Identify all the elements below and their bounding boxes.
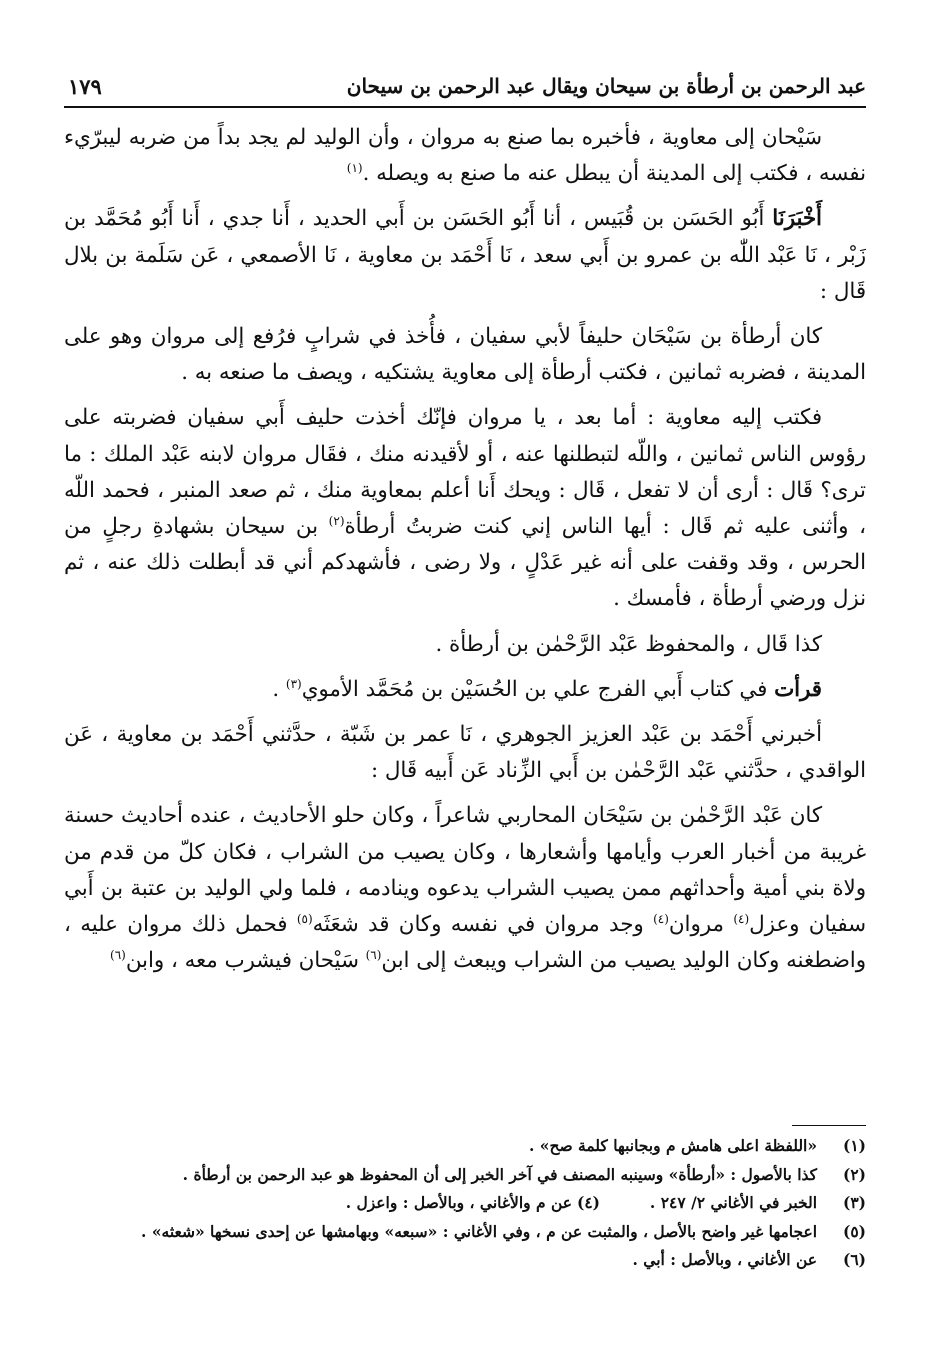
paragraph-text-cont: بن سيحان بشهادةِ رجلٍ من الحرس ، وقد وقفت على أنه غير عَدْلٍ ، ولا رضى ، فأشهدكم أني قد أبطلت ذلك عنه ، ثم نزل ورضي أرطأة ، فأمسك . xyxy=(64,514,866,612)
paragraph-3 xyxy=(64,319,866,391)
footnote-ref[interactable]: (٢) xyxy=(328,513,345,528)
paragraph-lead: أَخْبَرَنَا xyxy=(772,206,822,232)
paragraph-text-cont: مروان xyxy=(668,912,734,938)
paragraph-text: في كتاب أَبي الفرج علي بن الحُسَيْن بن مُحَمَّد الأموي xyxy=(301,676,768,702)
paragraph-text: أَبُو الحَسَن بن قُبَيس ، أنا أَبُو الحَسَن بن أَبي الحديد ، أَنا جدي ، أَنا أَبُو مُحَمَّد بن زَبْر ، نَا عَبْد اللّٰه بن عمرو بن أَبي سعد ، نَا أَحْمَد بن معاوية ، نَا الأصمعي ، عَن سَلَمة بن بلال قَال : xyxy=(64,206,866,304)
paragraph-2 xyxy=(64,201,866,310)
footnote-5 xyxy=(64,1218,866,1247)
footnote-ref[interactable]: (٣) xyxy=(285,676,302,691)
paragraph-text-cont: فحمل ذلك مروان عليه ، واضطغنه وكان الوليد يصيب من الشراب ويبعث إلى ابن xyxy=(64,912,866,974)
paragraph-text: كان أرطأة بن سَيْحَان حليفاً لأبي سفيان ، فأُخذ في شرابٍ فرُفع إلى مروان وهو على المدينة ، فضربه ثمانين ، فكتب أرطأة إلى معاوية يشتكيه ، ويصف ما صنعه به . xyxy=(64,324,866,386)
paragraph-text: سَيْحان إلى معاوية ، فأخبره بما صنع به مروان ، وأن الوليد لم يجد بداً من ضربه ليبرّيء نفسه ، فكتب إلى المدينة أن يبطل عنه ما صنع به ويصله . xyxy=(64,125,866,187)
page-header xyxy=(64,60,866,108)
paragraph-text-cont: سَيْحان فيشرب معه ، وابن xyxy=(125,948,366,974)
footnote-ref[interactable]: (٦) xyxy=(365,948,382,963)
body-text xyxy=(64,120,866,979)
footnote-3 xyxy=(64,1189,866,1218)
footnote-text: كذا بالأصول : «أرطأة» وسينبه المصنف في آخر الخبر إلى أن المحفوظ هو عبد الرحمن بن أرطأة . xyxy=(182,1164,818,1184)
page-number: ١٧٩ xyxy=(68,74,102,99)
paragraph-7 xyxy=(64,717,866,789)
paragraph-text: كذا قَال ، والمحفوظ عَبْد الرَّحْمٰن بن أرطأة . xyxy=(435,631,822,657)
footnote-ref[interactable]: (٤) xyxy=(653,911,669,926)
footnote-number: (٦) xyxy=(842,1250,866,1269)
footnote-ref[interactable]: (١) xyxy=(346,161,363,176)
footnote-ref[interactable]: (٦) xyxy=(110,948,126,963)
footnote-divider xyxy=(792,1125,866,1126)
footnote-number: (٥) xyxy=(842,1221,866,1241)
paragraph-1 xyxy=(64,120,866,192)
footnote-number: (٣) xyxy=(842,1193,866,1212)
document-page xyxy=(64,60,866,988)
footnote-text: الخبر في الأغاني ٢/ ٢٤٧ . xyxy=(649,1193,818,1212)
paragraph-lead: قرأت xyxy=(774,676,822,702)
paragraph-4 xyxy=(64,400,866,617)
footnote-text: عن م والأغاني ، وبالأصل : واعزل . xyxy=(345,1193,573,1212)
footnotes xyxy=(64,1125,866,1275)
footnote-number: (٤) xyxy=(577,1193,601,1212)
paragraph-8 xyxy=(64,798,866,979)
paragraph-text-cont: . xyxy=(272,676,286,702)
footnote-1 xyxy=(64,1132,866,1161)
footnote-number: (١) xyxy=(842,1136,866,1155)
footnote-ref[interactable]: (٤) xyxy=(733,911,750,926)
footnote-number: (٢) xyxy=(842,1164,866,1184)
footnote-text: «اللفظة اعلى هامش م وبجانبها كلمة صح» . xyxy=(528,1136,818,1155)
paragraph-text: كان عَبْد الرَّحْمٰن بن سَيْحَان المحاربي شاعراً ، وكان حلو الأحاديث ، عنده أحاديث حسنة غريبة من أخبار العرب وأيامها وأشعارها ، وكان يصيب من الشراب ، فكان كلّ من قدم من ولاة بني أمية وأحداثهم ممن يصيب الشراب يدعوه وينادمه ، فلما ولي الوليد بن عتبة بن أَبي سفيان وعزل xyxy=(64,803,866,938)
paragraph-text-cont: وجد مروان في نفسه وكان قد شعَثَه xyxy=(312,912,654,938)
paragraph-text: أخبرني أَحْمَد بن عَبْد العزيز الجوهري ، نَا عمر بن شَبّة ، حدَّثني أَحْمَد بن معاوية ، عَن الواقدي ، حدَّثني عَبْد الرَّحْمٰن بن أَبي الزِّناد عَن أَبيه قَال : xyxy=(64,722,866,784)
footnote-text: اعجامها غير واضح بالأصل ، والمثبت عن م ، وفي الأغاني : «سبعه» وبهامشها عن إحدى نسخها «شعثه» . xyxy=(141,1221,818,1241)
footnote-ref[interactable]: (٥) xyxy=(296,911,313,926)
paragraph-5 xyxy=(64,627,866,663)
footnote-2 xyxy=(64,1161,866,1190)
paragraph-6 xyxy=(64,672,866,708)
footnote-6 xyxy=(64,1246,866,1275)
running-title: عبد الرحمن بن أرطأة بن سيحان ويقال عبد الرحمن بن سيحان xyxy=(346,74,866,98)
footnote-text: عن الأغاني ، وبالأصل : أبي . xyxy=(632,1250,818,1269)
paragraph-text: فكتب إليه معاوية : أما بعد ، يا مروان فإنّك أخذت حليف أَبي سفيان فضربته على رؤوس الناس ثمانين ، واللّه لتبطلنها عنه ، أو لأقيدنه منك ، فقَال مروان لابنه عَبْد الملك : ما ترى؟ قَال : أرى أن لا تفعل ، قَال : ويحك أَنا أعلم بمعاوية منك ، ثم صعد المنبر ، فحمد اللّه ، وأثنى عليه ثم قَال : أيها الناس إني كنت ضربتُ أرطأة xyxy=(64,405,866,540)
